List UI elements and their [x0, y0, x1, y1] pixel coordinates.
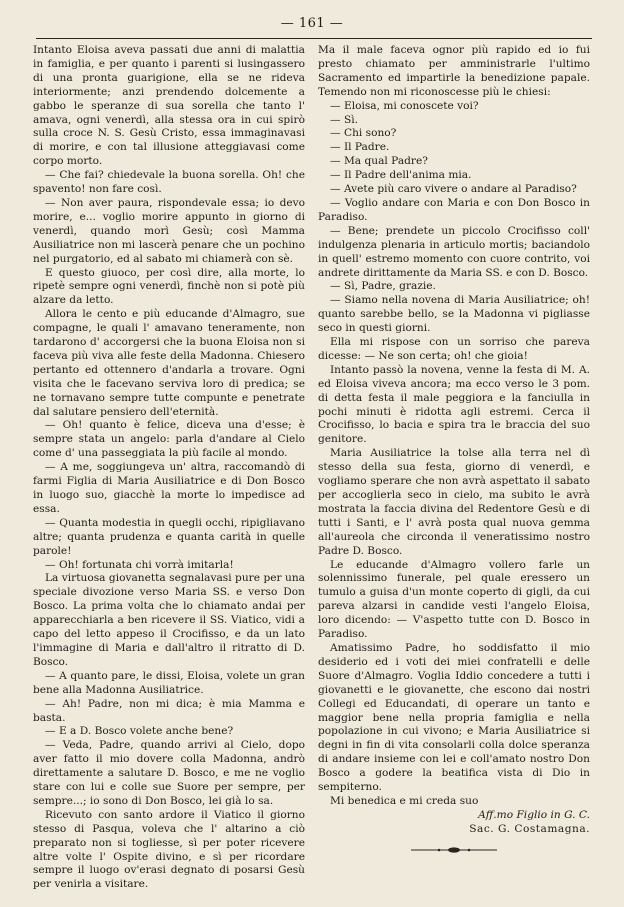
left-column	[33, 44, 305, 892]
paragraph: — Oh! quanto è felice, diceva una d'esse; è sempre stata un angelo: parla d'andare al Cielo come d' una passeggiata la più facile al mondo.	[33, 419, 305, 460]
paragraph: — Che fai? chiedevale la buona sorella. Oh! che spavento! non fare così.	[33, 169, 305, 196]
paragraph: — Eloisa, mi conoscete voi?	[330, 99, 479, 112]
paragraph: — A me, soggiungeva un' altra, raccomandò di farmi Figlia di Maria Ausiliatrice e di Don Bosco in luogo suo, giacchè la morte lo impedisce ad essa.	[33, 461, 305, 515]
paragraph: — Quanta modestia in quegli occhi, ripigliavano altre; quanta prudenza e quanta carità in quelle parole!	[33, 516, 305, 557]
paragraph: Le educande d'Almagro vollero farle un solennissimo funerale, pel quale eressero un tumulo a guisa d'un monte coperto di gigli, da cui pareva alzarsi in candide vesti l'angelo Eloisa, loro dicendo: — V'aspetto tutte con D. Bosco in Paradiso.	[318, 558, 590, 641]
paragraph: E questo giuoco, per così dire, alla morte, lo ripetè sempre ogni venerdì, finchè non si potè più alzare da letto.	[33, 266, 305, 307]
paragraph: — Non aver paura, rispondevale essa; io devo morire, e... voglio morire appunto in giorno di venerdì, quando morì Gesù; così Mamma Ausiliatrice non mi lascerà penare che un pochino nel purgatorio, ed al sabato mi chiamerà con sè.	[33, 196, 305, 265]
header-rule	[36, 38, 592, 39]
paragraph: Ricevuto con santo ardore il Viatico il giorno stesso di Pasqua, voleva che l' altarino a ciò preparato non si togliesse, sì per poter ricevere altre volte l' Ospite divino, e sì per ricordare sempre il luogo ov'erasi degnato di posarsi Gesù per venirla a visitare.	[33, 808, 305, 891]
page-number: — 161 —	[280, 16, 344, 31]
paragraph: — Il Padre.	[330, 141, 390, 154]
paragraph: Intanto passò la novena, venne la festa di M. A. ed Eloisa viveva ancora; ma ecco verso le 3 pom. di detta festa il male peggiora e la fanciulla in pochi minuti è ridotta agli estremi. Cerca il Crocifisso, lo bacia e spira tra le braccia del suo genitore.	[318, 363, 590, 446]
paragraph: — Avete più caro vivere o andare al Paradiso?	[330, 183, 577, 196]
paragraph: Mi benedica e mi creda suo	[330, 794, 479, 807]
paragraph: — Bene; prendete un piccolo Crocifisso coll' indulgenza plenaria in articulo mortis; baciandolo in quell' estremo momento con cuore contrito, voi andrete dirittamente da Maria SS. e con D. Bosco.	[318, 224, 590, 279]
paragraph: — A quanto pare, le dissi, Eloisa, volete un gran bene alla Madonna Ausiliatrice.	[33, 669, 305, 696]
paragraph: — Sì.	[330, 113, 358, 126]
paragraph: — Sì, Padre, grazie.	[330, 280, 436, 293]
paragraph: La virtuosa giovanetta segnalavasi pure per una speciale divozione verso Maria SS. e verso Don Bosco. La prima volta che lo chiamato andai per apparecchiarla a ben ricevere il SS. Viatico, vidi a capo del letto appeso il Crocifisso, e da un lato l'immagine di Maria e dall'altro il ritratto di D. Bosco.	[33, 572, 305, 668]
ornament-divider-icon	[318, 845, 590, 860]
paragraph: — E a D. Bosco volete anche bene?	[45, 725, 234, 738]
paragraph: Allora le cento e più educande d'Almagro, sue compagne, le quali l' amavano teneramente, non tardarono d' accorgersi che la buona Eloisa non si faceva più viva alle feste della Madonna. Chiesero pertanto ed ottennero d'andarla a trovare. Ogni visita che le facevano serviva loro di predica; se ne tornavano sempre tutte compunte e penetrate dal salutare pensiero dell'eternità.	[33, 308, 305, 418]
paragraph: — Ma qual Padre?	[330, 155, 428, 168]
paragraph: Intanto Eloisa aveva passati due anni di malattia in famiglia, e per quanto i parenti si lusingassero di una pronta guarigione, ella se ne rideva interiormente; anzi prendendo dolcemente a gabbo le speranze di sua sorella che tanto l' amava, ogni venerdì, alla stessa ora in cui spirò sulla croce N. S. Gesù Cristo, essa immaginavasi di morire, e con tal illusione atteggiavasi come corpo morto.	[33, 44, 305, 168]
paragraph: Amatissimo Padre, ho soddisfatto il mio desiderio ed i voti dei miei confratelli e delle Suore d'Almagro. Voglia Iddio concedere a tutti i giovanetti e le giovanette, che escono dai nostri Collegi ed Educandati, di operare un tanto e maggior bene nella propria famiglia e nella popolazione in cui vivono; e Maria Ausiliatrice si degni in fin di vita consolarli colla dolce speranza di andare insieme con lei e coll'amato nostro Don Bosco a godere la beatifica vista di Dio in sempiterno.	[318, 641, 590, 794]
paragraph: — Voglio andare con Maria e con Don Bosco in Paradiso.	[318, 196, 590, 223]
signature-name: Sac. G. Costamagna.	[469, 822, 590, 835]
paragraph: Ella mi rispose con un sorriso che pareva dicesse: — Ne son certa; oh! che gioia!	[318, 336, 590, 362]
paragraph: — Veda, Padre, quando arrivi al Cielo, dopo aver fatto il mio dovere colla Madonna, andrò direttamente a salutare D. Bosco, e me ne voglio stare con lui e colle sue Suore per sempre, per sempre...; io sono di Don Bosco, lei già lo sa.	[33, 739, 305, 807]
paragraph: — Ah! Padre, non mi dica; è mia Mamma e basta.	[33, 697, 305, 724]
paragraph: Ma il male faceva ognor più rapido ed io fui presto chiamato per amministrarle l'ultimo Sacramento ed impartirle la benedizione papale. Temendo non mi riconoscesse più le chiesi:	[318, 44, 590, 98]
paragraph: — Oh! fortunata chi vorrà imitarla!	[45, 558, 234, 571]
right-column	[318, 44, 590, 860]
signature-closing: Aff.mo Figlio in G. C.	[478, 808, 590, 821]
paragraph: — Siamo nella novena di Maria Ausiliatrice; oh! quanto sarebbe bello, se la Madonna vi pigliasse seco in questi giorni.	[318, 294, 590, 335]
paragraph: — Il Padre dell'anima mia.	[330, 169, 472, 182]
paragraph: Maria Ausiliatrice la tolse alla terra nel dì stesso della sua festa, giorno di venerdì, e vogliamo sperare che non avrà aspettato il sabato per accoglierla seco in cielo, ma subito le avrà mostrata la faccia divina del Redentore Gesù e di tutti i Santi, e l' avrà posta qual nuova gemma all'aureola che circonda il veneratissimo nostro Padre D. Bosco.	[318, 447, 590, 557]
paragraph: — Chi sono?	[330, 127, 397, 140]
